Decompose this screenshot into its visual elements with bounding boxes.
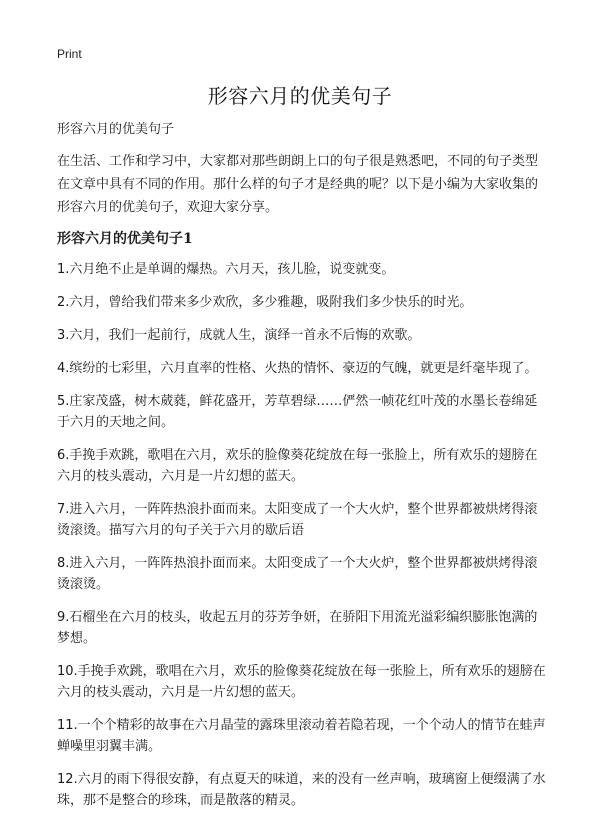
list-item: 11.一个个精彩的故事在六月晶莹的露珠里滚动着若隐若现，一个个动人的情节在蛙声蝉噪里羽翼丰满。: [57, 718, 546, 754]
article-subtitle: 形容六月的优美句子: [57, 122, 175, 137]
list-item: 9.石榴坐在六月的枝头，收起五月的芬芳争妍，在骄阳下用流光溢彩编织膨胀饱满的梦想。: [57, 610, 538, 646]
page-title: 形容六月的优美句子: [207, 84, 393, 108]
list-item: 12.六月的雨下得很安静，有点夏天的味道，来的没有一丝声响，玻璃窗上便缀满了水珠，那不是整合的珍珠，而是散落的精灵。: [57, 772, 546, 808]
list-item: 7.进入六月，一阵阵热浪扑面而来。太阳变成了一个大火炉，整个世界都被烘烤得滚烫滚烫。描写六月的句子关于六月的歇后语: [57, 502, 538, 538]
print-link[interactable]: Print: [57, 47, 82, 61]
article-body: [57, 120, 549, 823]
list-item: 2.六月，曾给我们带来多少欢欣，多少雅趣，吸附我们多少快乐的时光。: [57, 295, 473, 310]
list-item: 3.六月，我们一起前行，成就人生，演绎一首永不后悔的欢歌。: [57, 328, 421, 343]
list-item: 5.庄家茂盛，树木葳蕤，鲜花盛开，芳草碧绿……俨然一帧花红叶茂的水墨长卷绵延于六月的天地之间。: [57, 394, 538, 430]
section-heading: 形容六月的优美句子1: [57, 231, 193, 247]
sentence-list: [57, 259, 549, 811]
list-item: 4.缤纷的七彩里，六月直率的性格、火热的情怀、豪迈的气魄，就更是纤毫毕现了。: [57, 361, 538, 376]
list-item: 8.进入六月，一阵阵热浪扑面而来。太阳变成了一个大火炉，整个世界都被烘烤得滚烫滚烫。: [57, 556, 538, 592]
intro-paragraph: 在生活、工作和学习中，大家都对那些朗朗上口的句子很是熟悉吧，不同的句子类型在文章中具有不同的作用。那什么样的句子才是经典的呢？以下是小编为大家收集的形容六月的优美句子，欢迎大家分享。: [57, 154, 539, 215]
list-item: 10.手挽手欢跳，歌唱在六月，欢乐的脸像葵花绽放在每一张脸上，所有欢乐的翅膀在六月的枝头震动，六月是一片幻想的蓝天。: [57, 664, 546, 700]
list-item: 1.六月绝不止是单调的爆热。六月天，孩儿脸，说变就变。: [57, 262, 395, 277]
list-item: 6.手挽手欢跳，歌唱在六月，欢乐的脸像葵花绽放在每一张脸上，所有欢乐的翅膀在六月的枝头震动，六月是一片幻想的蓝天。: [57, 448, 538, 484]
